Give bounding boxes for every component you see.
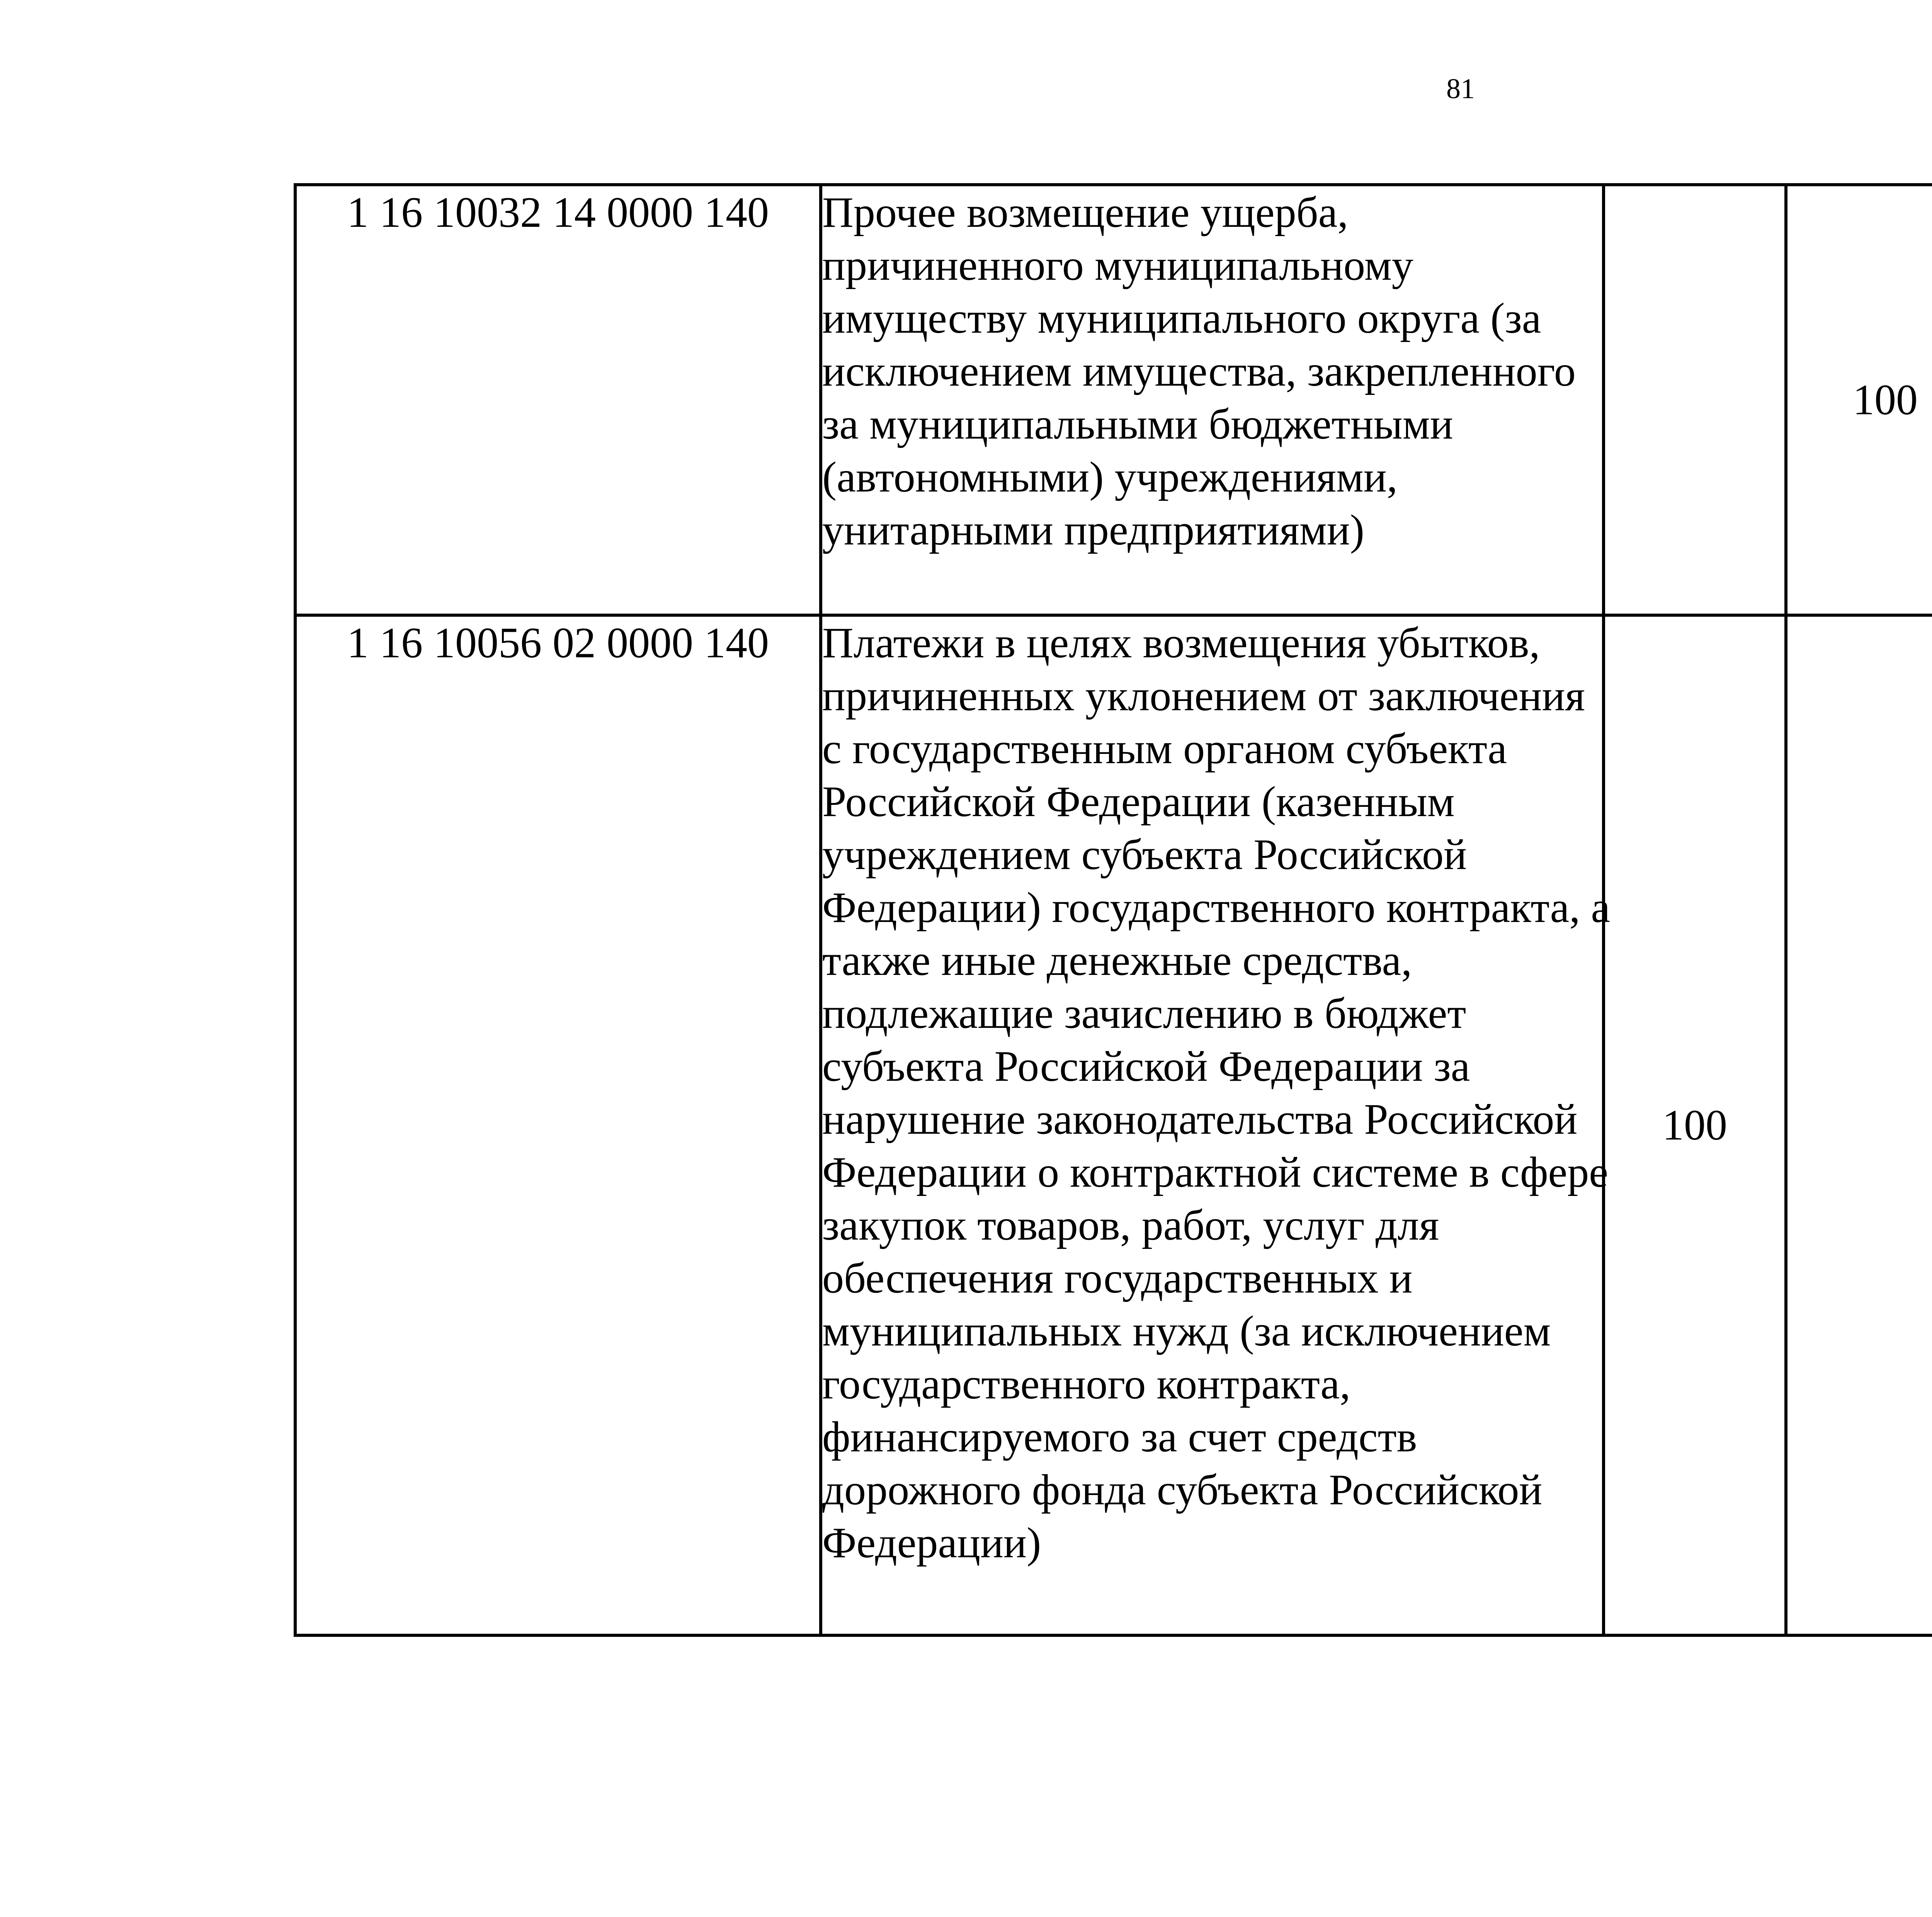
share-cell-4: 100: [1786, 185, 1932, 615]
description-line: Федерации): [822, 1519, 1041, 1567]
description-line: закупок товаров, работ, услуг для: [822, 1201, 1439, 1249]
description-line: унитарными предприятиями): [822, 506, 1364, 554]
description-line: за муниципальными бюджетными: [822, 400, 1453, 448]
description-line: (автономными) учреждениями,: [822, 453, 1398, 501]
description-line: также иные денежные средства,: [822, 937, 1412, 985]
budget-code-cell: 1 16 10056 02 0000 140: [295, 615, 821, 1635]
description-line: имуществу муниципального округа (за: [822, 294, 1541, 342]
description-line: Федерации о контрактной системе в сфере: [822, 1148, 1608, 1196]
share-cell-4: [1786, 615, 1932, 1635]
table-row: [295, 615, 1932, 1635]
description-line: Прочее возмещение ущерба,: [822, 189, 1349, 236]
description-cell: [821, 185, 1604, 615]
share-cell-3: [1604, 185, 1786, 615]
description-line: Российской Федерации (казенным: [822, 778, 1455, 826]
description-line: причиненного муниципальному: [822, 242, 1413, 289]
description-line: обеспечения государственных и: [822, 1254, 1413, 1302]
description-line: причиненных уклонением от заключения: [822, 672, 1585, 720]
description-line: Платежи в целях возмещения убытков,: [822, 619, 1540, 667]
description-line: нарушение законодательства Российской: [822, 1095, 1578, 1143]
description-line: с государственным органом субъекта: [822, 725, 1507, 773]
share-cell-3: 100: [1604, 615, 1786, 1635]
description-line: учреждением субъекта Российской: [822, 831, 1467, 879]
description-line: государственного контракта,: [822, 1360, 1351, 1408]
description-line: Федерации) государственного контракта, а: [822, 884, 1611, 932]
description-line: подлежащие зачислению в бюджет: [822, 990, 1466, 1038]
description-cell: [821, 615, 1611, 1635]
table-row: [295, 185, 1932, 615]
description-line: финансируемого за счет средств: [822, 1413, 1417, 1461]
description-line: субъекта Российской Федерации за: [822, 1043, 1470, 1090]
description-line: исключением имущества, закрепленного: [822, 347, 1576, 395]
page-number: 81: [1446, 73, 1475, 105]
budget-code-cell: 1 16 10032 14 0000 140: [295, 185, 821, 615]
revenue-table: [294, 183, 1932, 1637]
description-line: муниципальных нужд (за исключением: [822, 1307, 1551, 1355]
description-line: дорожного фонда субъекта Российской: [822, 1466, 1543, 1514]
